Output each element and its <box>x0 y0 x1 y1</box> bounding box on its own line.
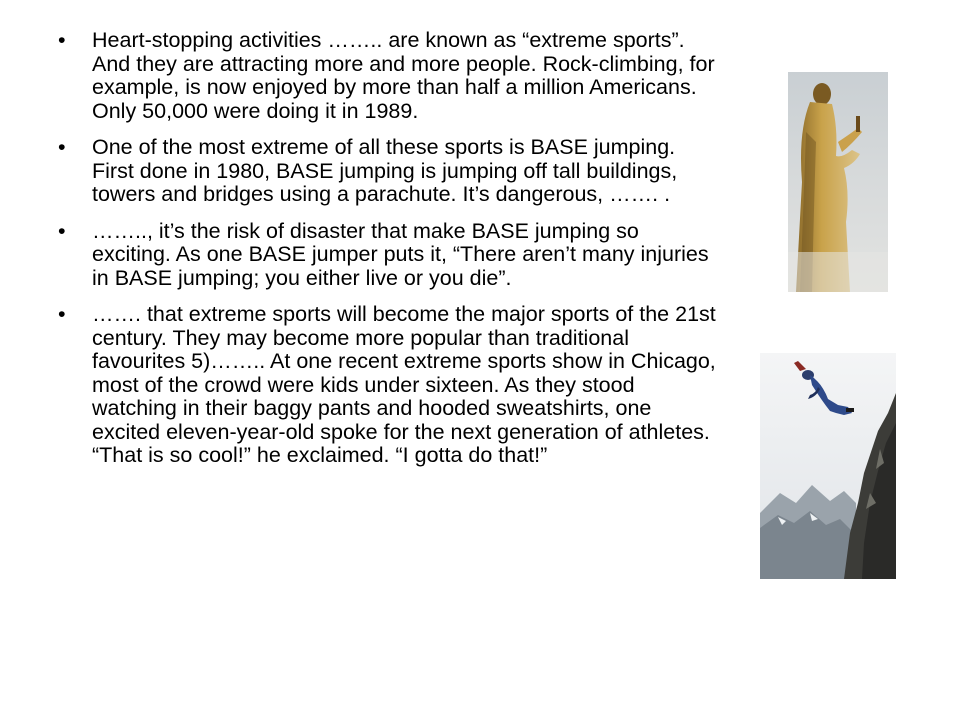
bullet-dot: • <box>58 28 66 52</box>
statue-photo <box>788 72 888 292</box>
bullet-text-4: ……. that extreme sports will become the major sports of the 21st century. They may become more popular than traditional favourites 5)…….. At one recent extreme sports show in Chicago, most of the crowd were kids under sixteen. As they stood watching in their baggy pants and hooded sweatshirts, one excited eleven-year-old spoke for the next generation of athletes. “That is so cool!” he exclaimed. “I gotta do that!” <box>92 302 716 467</box>
bullet-text-3: …….., it’s the risk of disaster that make BASE jumping so exciting. As one BASE jumper puts it, “There aren’t many injuries in BASE jumping; you either live or you die”. <box>92 218 709 290</box>
bullet-item-3 <box>58 220 718 291</box>
bullet-text-2: One of the most extreme of all these sports is BASE jumping. First done in 1980, BASE jumping is jumping off tall buildings, towers and bridges using a parachute. It’s dangerous, ……. . <box>92 135 678 206</box>
bullet-item-4 <box>58 303 718 468</box>
statue-photo-icon <box>788 72 888 292</box>
base-jump-photo <box>760 353 896 579</box>
bullet-list <box>58 29 718 481</box>
bullet-text-1: Heart-stopping activities …….. are known as “extreme sports”. And they are attracting more and more people. Rock-climbing, for example, is now enjoyed by more than half a million Americans. Only 50,000 were doing it in 1989. <box>92 28 715 123</box>
bullet-dot: • <box>58 302 66 326</box>
bullet-item-2 <box>58 136 718 207</box>
bullet-dot: • <box>58 135 66 159</box>
bullet-dot: • <box>58 218 66 243</box>
bullet-item-1 <box>58 29 718 123</box>
base-jumper-photo-icon <box>760 353 896 579</box>
